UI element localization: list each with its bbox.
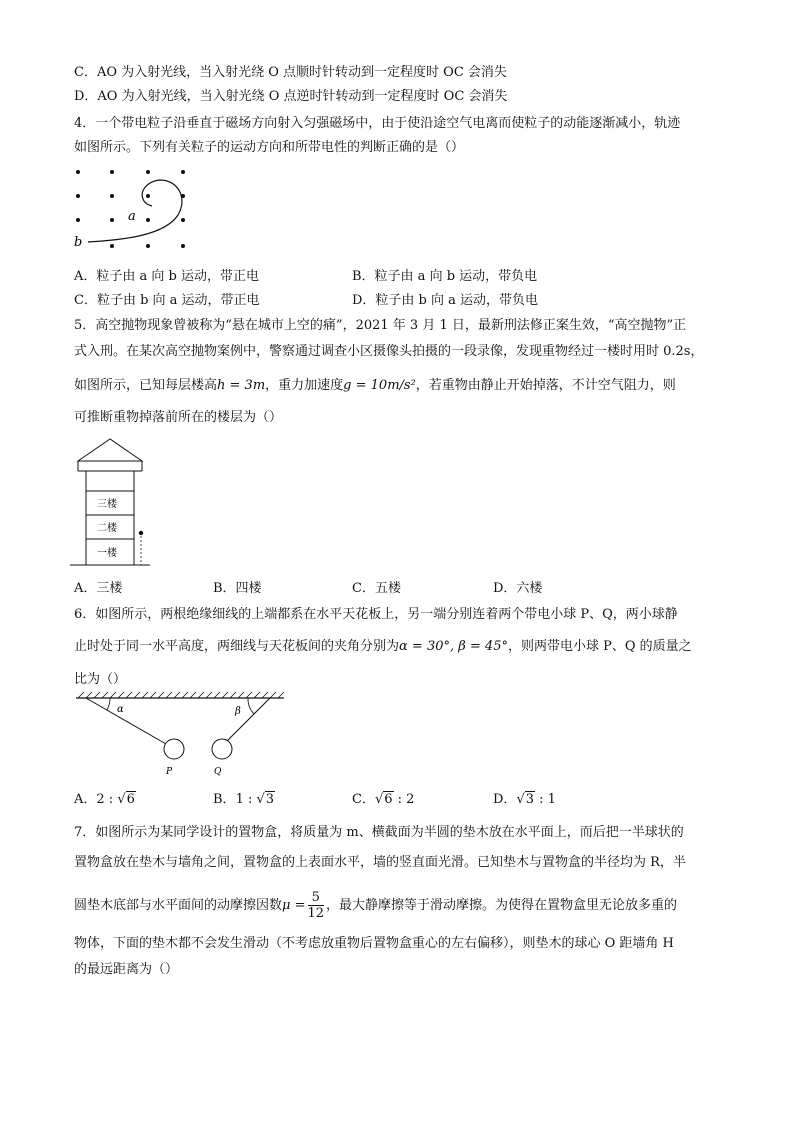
q5-option-d: D．六楼 xyxy=(493,581,543,596)
falling-object xyxy=(139,531,143,535)
q6-stem-line2 xyxy=(74,637,734,657)
q6-c-radicand: 6 xyxy=(384,792,393,807)
label-b: b xyxy=(74,235,83,250)
label-a: a xyxy=(128,209,136,224)
q7-fraction-numerator: 5 xyxy=(308,890,325,906)
q4-option-d: D．粒子由 b 向 a 运动，带负电 xyxy=(352,293,539,308)
q4-option-b: B．粒子由 a 向 b 运动，带负电 xyxy=(352,269,538,284)
q4-stem-line1: 4．一个带电粒子沿垂直于磁场方向射入匀强磁场中，由于使沿途空气电离而使粒子的动能逐渐减小，轨迹 xyxy=(74,116,681,131)
thread-p xyxy=(86,698,166,744)
q6-text-b: ，则两带电小球 P、Q 的质量之 xyxy=(507,639,692,654)
q7-fraction xyxy=(308,890,325,921)
q4-magnetic-field-figure xyxy=(70,160,200,255)
alpha-label: α xyxy=(117,704,124,715)
roof xyxy=(78,439,142,461)
q6-c-prefix: C． xyxy=(352,792,375,807)
q3-option-c: C．AO 为入射光线，当入射光绕 O 点顺时针转动到一定程度时 OC 会消失 xyxy=(74,65,507,80)
q6-hanging-balls-figure xyxy=(72,690,292,780)
q6-text-a: 止时处于同一水平高度，两细线与天花板间的夹角分别为 xyxy=(74,639,400,654)
q4-stem-line2: 如图所示。下列有关粒子的运动方向和所带电性的判断正确的是（） xyxy=(74,140,465,155)
q5-gravity-formula: g = 10m/s² xyxy=(343,378,416,393)
ceiling-hatching xyxy=(78,692,284,698)
q5-building-figure xyxy=(70,435,170,575)
q4-option-a: A．粒子由 a 向 b 运动，带正电 xyxy=(74,269,259,284)
q7-fraction-denominator: 12 xyxy=(307,906,325,921)
q5-option-b: B．四楼 xyxy=(213,581,262,596)
q5-text-b: ，重力加速度 xyxy=(265,378,344,393)
q6-d-right: : 1 xyxy=(535,792,556,807)
q6-a-left: 2 : xyxy=(96,792,118,807)
q7-text-b: ，最大静摩擦等于滑动摩擦。为使得在置物盒里无论放多重的 xyxy=(326,898,678,913)
q6-b-prefix: B． xyxy=(213,792,236,807)
q7-stem-line5: 的最远距离为（） xyxy=(74,962,179,977)
q6-option-c: C．√6 : 2 xyxy=(352,792,415,807)
q7-stem-line1: 7．如图所示为某同学设计的置物盒，将质量为 m、横截面为半圆的垫木放在水平面上，而后把一半球状的 xyxy=(74,825,684,840)
angle-arc-alpha xyxy=(107,698,110,710)
q5-option-c: C．五楼 xyxy=(352,581,401,596)
q6-d-radicand: 3 xyxy=(525,792,535,807)
q5-height-formula: h = 3m xyxy=(217,378,266,393)
q6-option-d: D．√3 : 1 xyxy=(493,792,556,807)
q6-stem-line3: 比为（） xyxy=(74,672,127,687)
angle-arc-beta xyxy=(248,698,254,714)
q5-stem-line1: 5．高空抛物现象曾被称为“悬在城市上空的痛”，2021 年 3 月 1 日，最新刑法修正案生效，“高空抛物”正 xyxy=(74,318,687,333)
q5-stem-line4: 可推断重物掉落前所在的楼层为（） xyxy=(74,410,283,425)
q6-b-left: 1 : xyxy=(235,792,257,807)
q6-c-right: : 2 xyxy=(393,792,415,807)
q5-option-a: A．三楼 xyxy=(74,581,123,596)
p-label: P xyxy=(166,767,173,777)
beta-label: β xyxy=(235,706,241,717)
q7-stem-line2: 置物盒放在垫木与墙角之间，置物盒的上表面水平，墙的竖直面光滑。已知垫木与置物盒的半径均为 R，半 xyxy=(74,855,686,870)
q-label: Q xyxy=(214,767,222,777)
ball-p xyxy=(164,739,184,759)
q6-a-prefix: A． xyxy=(74,792,97,807)
q6-d-prefix: D． xyxy=(493,792,517,807)
q6-angle-formula: α = 30°, β = 45° xyxy=(399,639,508,654)
q5-text-a: 如图所示，已知每层楼高 xyxy=(74,378,218,393)
floor-3-label: 三楼 xyxy=(97,499,117,510)
q7-stem-line3 xyxy=(74,886,734,926)
q6-option-b: B．1 : √3 xyxy=(213,792,275,807)
q5-stem-line2: 式入刑。在某次高空抛物案例中，警察通过调查小区摄像头拍摄的一段录像，发现重物经过一楼时用时 0.2s， xyxy=(74,344,704,359)
q4-option-c: C．粒子由 b 向 a 运动，带正电 xyxy=(74,293,260,308)
q6-option-a: A．2 : √6 xyxy=(74,792,135,807)
q6-a-radicand: 6 xyxy=(126,792,135,807)
floor-1-label: 一楼 xyxy=(97,548,117,559)
q3-option-d: D．AO 为入射光线，当入射光绕 O 点逆时针转动到一定程度时 OC 会消失 xyxy=(74,89,508,104)
q7-stem-line4: 物体，下面的垫木都不会发生滑动（不考虑放重物后置物盒重心的左右偏移），则垫木的球心 O 距墙角 H xyxy=(74,936,674,951)
q6-b-radicand: 3 xyxy=(265,792,275,807)
q5-stem-line3 xyxy=(74,376,734,396)
q7-mu: μ = xyxy=(282,898,306,913)
q6-stem-line1: 6．如图所示，两根绝缘细线的上端都系在水平天花板上，另一端分别连着两个带电小球 P、Q，两小球静 xyxy=(74,607,678,622)
q5-text-c: ，若重物由静止开始掉落，不计空气阻力，则 xyxy=(415,378,676,393)
floor-2-label: 二楼 xyxy=(97,523,117,534)
q7-text-a: 圆垫木底部与水平面间的动摩擦因数 xyxy=(74,898,283,913)
thread-q xyxy=(226,698,270,742)
ball-q xyxy=(212,739,232,759)
